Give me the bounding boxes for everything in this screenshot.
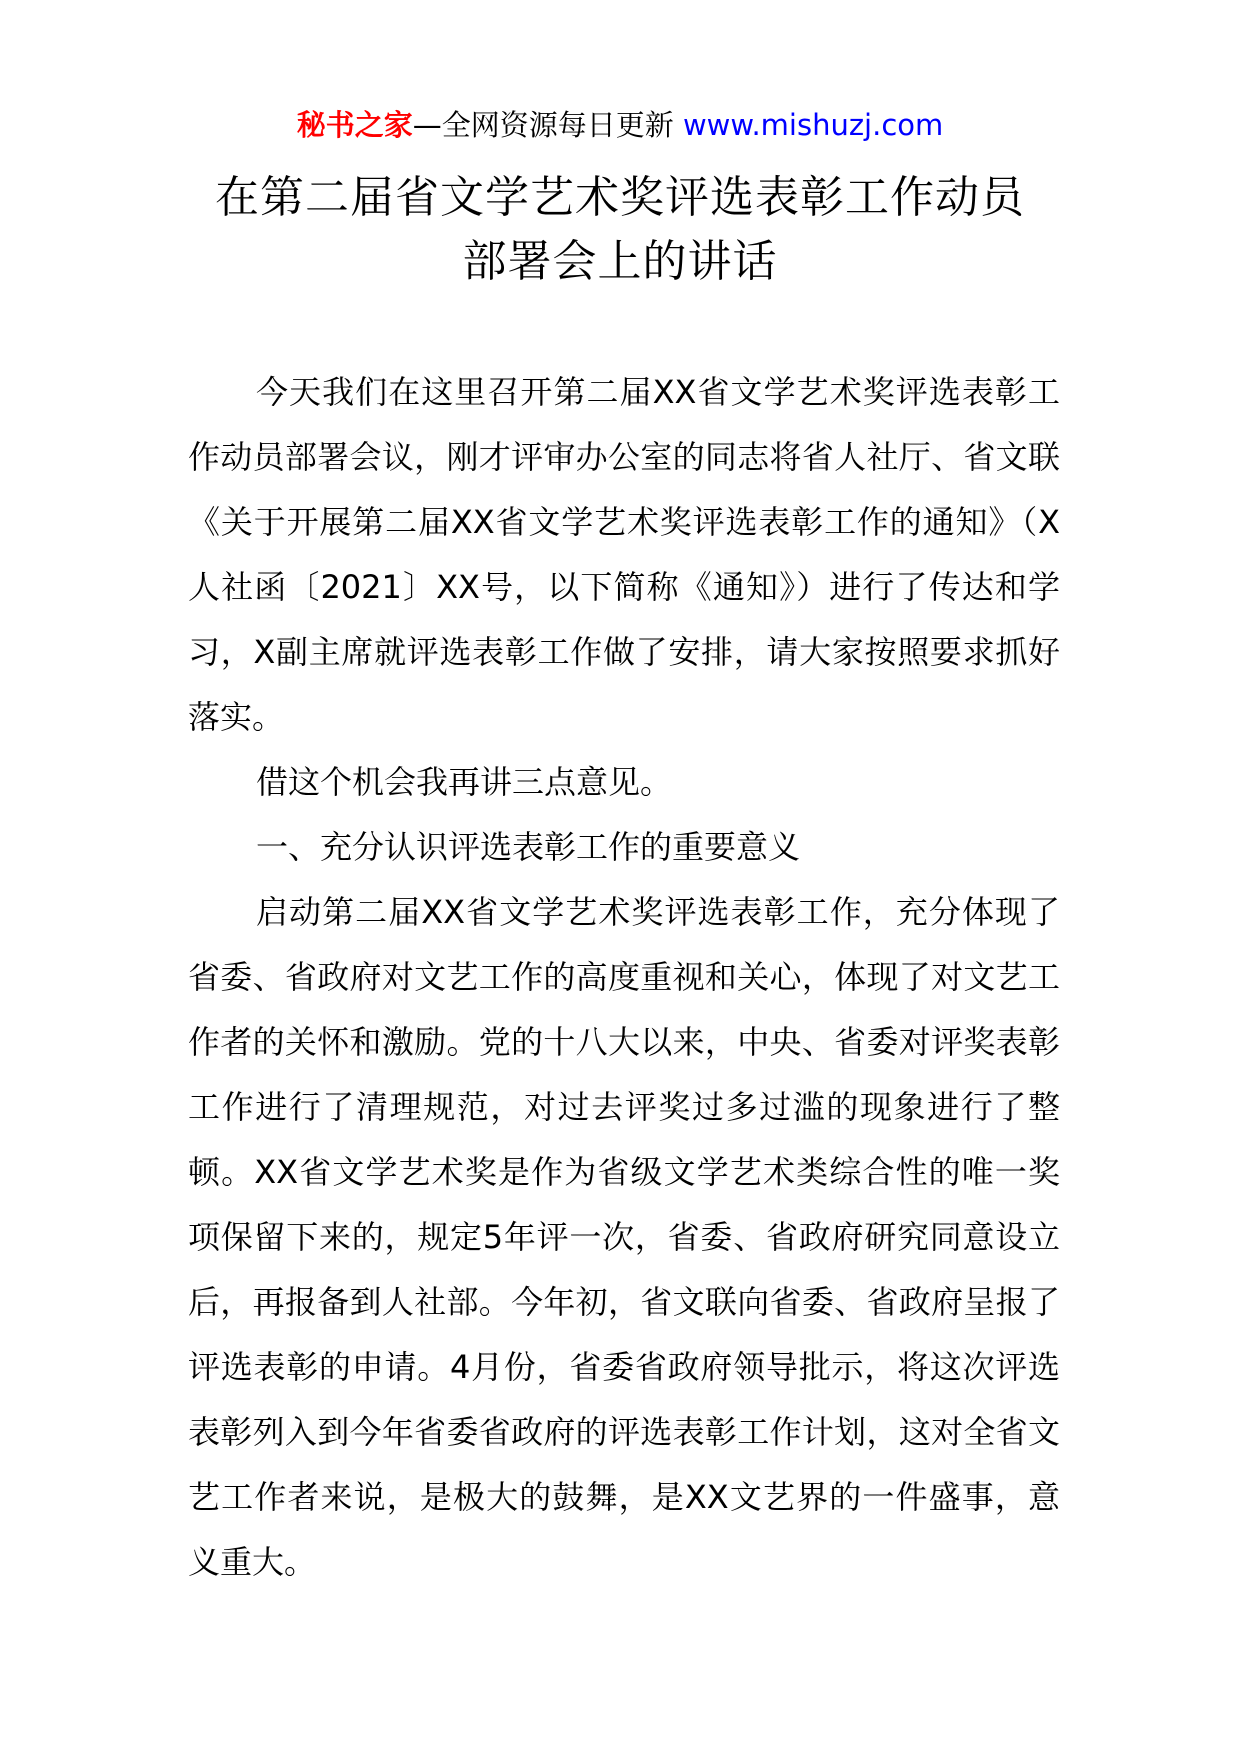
document-title: [170, 166, 1070, 294]
brand-name: 秘书之家: [296, 108, 413, 142]
header-slogan: —全网资源每日更新: [412, 108, 674, 142]
paragraph-section-1: 启动第二届XX省文学艺术奖评选表彰工作，充分体现了省委、省政府对文艺工作的高度重视和关心，体现了对文艺工作者的关怀和激励。党的十八大以来，中央、省委对评奖表彰工作进行了清理规范，对过去评奖过多过滥的现象进行了整顿。XX省文学艺术奖是作为省级文学艺术类综合性的唯一奖项保留下来的，规定5年评一次，省委、省政府研究同意设立后，再报备到人社部。今年初，省文联向省委、省政府呈报了评选表彰的申请。4月份，省委省政府领导批示，将这次评选表彰列入到今年省委省政府的评选表彰工作计划，这对全省文艺工作者来说，是极大的鼓舞，是XX文艺界的一件盛事，意义重大。: [188, 893, 1060, 1581]
document-body: [188, 360, 1060, 1595]
title-line-1: 在第二届省文学艺术奖评选表彰工作动员: [215, 172, 1025, 223]
paragraph-transition: 借这个机会我再讲三点意见。: [256, 763, 673, 801]
section-heading-1: 一、充分认识评选表彰工作的重要意义: [256, 828, 801, 866]
title-line-2: 部署会上的讲话: [462, 236, 778, 287]
paragraph-opening: 今天我们在这里召开第二届XX省文学艺术奖评选表彰工作动员部署会议，刚才评审办公室的同志将省人社厅、省文联《关于开展第二届XX省文学艺术奖评选表彰工作的通知》（X人社函〔2021〕XX号，以下简称《通知》）进行了传达和学习，X副主席就评选表彰工作做了安排，请大家按照要求抓好落实。: [188, 373, 1060, 736]
site-url-link[interactable]: www.mishuzj.com: [682, 108, 944, 142]
site-header: [0, 104, 1240, 146]
